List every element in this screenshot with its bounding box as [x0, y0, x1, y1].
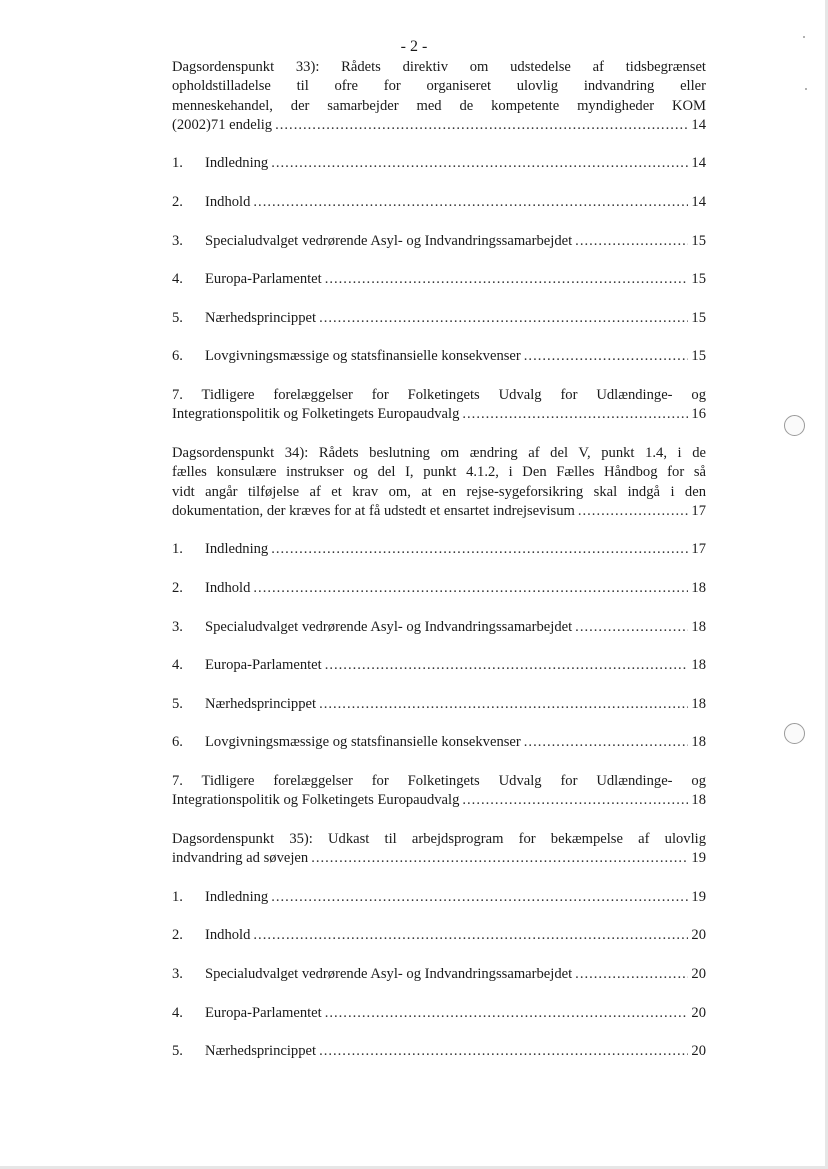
item-title: Nærhedsprincippet [205, 309, 317, 326]
page-ref: 16 [691, 406, 706, 423]
item-number: 3. [172, 965, 183, 982]
item-number: 4. [172, 1004, 183, 1021]
dot-leader [462, 791, 688, 810]
page-ref: 18 [691, 657, 706, 674]
page-ref: 14 [691, 116, 706, 133]
section-heading [172, 444, 706, 521]
section-heading [172, 830, 706, 869]
toc-item [172, 309, 706, 328]
dot-leader [462, 405, 688, 424]
toc-item [172, 695, 706, 714]
dot-leader [325, 270, 689, 289]
toc-item [172, 193, 706, 212]
dot-leader [325, 656, 689, 675]
toc-item-wrapped [172, 386, 706, 425]
item-number: 1. [172, 888, 183, 905]
item-title: Indhold [205, 580, 251, 597]
item-number: 2. [172, 927, 183, 944]
toc-item [172, 154, 706, 173]
item-number: 5. [172, 1043, 183, 1060]
page-ref: 15 [691, 271, 706, 288]
page-ref: 20 [691, 965, 706, 982]
item-title: Europa-Parlamentet [205, 657, 322, 674]
toc-section-33 [172, 58, 706, 425]
dot-leader [575, 618, 688, 637]
item-last-line [172, 791, 706, 810]
item-title: Indhold [205, 927, 251, 944]
dot-leader [253, 579, 688, 598]
item-title: Nærhedsprincippet [205, 695, 317, 712]
item-number: 6. [172, 734, 183, 751]
item-title: Nærhedsprincippet [205, 1043, 317, 1060]
page-ref: 18 [691, 580, 706, 597]
heading-line: fælles konsulære instrukser og del I, punkt 4.1.2, i Den Fælles Håndbog for så [172, 464, 706, 481]
page-number: - 2 - [400, 38, 428, 55]
dot-leader [271, 154, 688, 173]
item-title: Europa-Parlamentet [205, 271, 322, 288]
item-title: Specialudvalget vedrørende Asyl- og Indvandringssamarbejdet [205, 232, 573, 249]
page-ref: 18 [691, 695, 706, 712]
toc-section-35 [172, 830, 706, 1062]
toc-item [172, 579, 706, 598]
item-number: 1. [172, 541, 183, 558]
dot-leader [325, 1004, 689, 1023]
dot-leader [275, 116, 688, 135]
dot-leader [524, 347, 689, 366]
punch-hole [784, 415, 805, 436]
item-number: 5. [172, 695, 183, 712]
item-number: 2. [172, 194, 183, 211]
page-ref: 20 [691, 1004, 706, 1021]
page-ref: 15 [691, 232, 706, 249]
item-title: Indledning [205, 888, 269, 905]
item-title: Integrationspolitik og Folketingets Europaudvalg [172, 406, 460, 423]
dot-leader [319, 309, 688, 328]
page-ref: 14 [691, 194, 706, 211]
scan-speck [803, 36, 805, 38]
page-ref: 17 [691, 541, 706, 558]
item-title: Lovgivningsmæssige og statsfinansielle konsekvenser [205, 734, 521, 751]
dot-leader [271, 540, 688, 559]
item-number: 2. [172, 580, 183, 597]
toc-item [172, 618, 706, 637]
item-number: 3. [172, 618, 183, 635]
heading-last-line [172, 116, 706, 135]
page-ref: 19 [691, 850, 706, 867]
toc-item [172, 733, 706, 752]
dot-leader [575, 232, 688, 251]
section-heading [172, 58, 706, 135]
item-title: Indledning [205, 541, 269, 558]
item-number: 6. [172, 348, 183, 365]
item-title: Lovgivningsmæssige og statsfinansielle konsekvenser [205, 348, 521, 365]
dot-leader [319, 1042, 688, 1061]
heading-line: Dagsordenspunkt 34): Rådets beslutning om ændring af del V, punkt 1.4, i de [172, 444, 706, 461]
item-number: 1. [172, 155, 183, 172]
dot-leader [578, 502, 689, 521]
toc-item [172, 926, 706, 945]
heading-line: opholdstilladelse til ofre for organiseret ulovlig indvandring eller [172, 78, 706, 95]
item-title: Specialudvalget vedrørende Asyl- og Indvandringssamarbejdet [205, 965, 573, 982]
heading-text: dokumentation, der kræves for at få udstedt et ensartet indrejsevisum [172, 502, 575, 519]
heading-text: indvandring ad søvejen [172, 850, 309, 867]
punch-hole [784, 723, 805, 744]
toc-section-34 [172, 444, 706, 811]
item-number: 3. [172, 232, 183, 249]
item-title: Indledning [205, 155, 269, 172]
toc-item [172, 232, 706, 251]
dot-leader [253, 926, 688, 945]
page-ref: 15 [691, 348, 706, 365]
page-ref: 20 [691, 927, 706, 944]
toc-item-wrapped [172, 772, 706, 811]
item-last-line [172, 405, 706, 424]
item-title-line: 7. Tidligere forelæggelser for Folketingets Udvalg for Udlændinge- og [172, 772, 706, 789]
page-ref: 17 [691, 502, 706, 519]
item-number: 5. [172, 309, 183, 326]
dot-leader [311, 849, 688, 868]
item-number: 4. [172, 271, 183, 288]
page-ref: 20 [691, 1043, 706, 1060]
item-number: 4. [172, 657, 183, 674]
dot-leader [524, 733, 689, 752]
toc-item [172, 1004, 706, 1023]
scan-speck [805, 88, 807, 90]
toc-item [172, 1042, 706, 1061]
page-ref: 14 [691, 155, 706, 172]
page-ref: 18 [691, 618, 706, 635]
page-ref: 19 [691, 888, 706, 905]
toc-item [172, 965, 706, 984]
dot-leader [319, 695, 688, 714]
toc-item [172, 656, 706, 675]
toc-item [172, 888, 706, 907]
heading-line: Dagsordenspunkt 33): Rådets direktiv om udstedelse af tidsbegrænset [172, 59, 706, 75]
table-of-contents [172, 58, 706, 1061]
item-title: Indhold [205, 194, 251, 211]
heading-line: menneskehandel, der samarbejder med de kompetente myndigheder KOM [172, 97, 706, 114]
dot-leader [575, 965, 688, 984]
heading-text: (2002)71 endelig [172, 116, 273, 133]
toc-item [172, 540, 706, 559]
page-ref: 18 [691, 792, 706, 809]
heading-line: Dagsordenspunkt 35): Udkast til arbejdsprogram for bekæmpelse af ulovlig [172, 830, 706, 847]
item-title: Specialudvalget vedrørende Asyl- og Indvandringssamarbejdet [205, 618, 573, 635]
item-title-line: 7. Tidligere forelæggelser for Folketingets Udvalg for Udlændinge- og [172, 387, 706, 404]
toc-item [172, 270, 706, 289]
heading-last-line [172, 849, 706, 868]
item-title: Integrationspolitik og Folketingets Europaudvalg [172, 792, 460, 809]
heading-last-line [172, 502, 706, 521]
heading-line: vidt angår tilføjelse af et krav om, at en rejse-sygeforsikring skal indgå i den [172, 483, 706, 500]
toc-item [172, 347, 706, 366]
page-ref: 15 [691, 309, 706, 326]
item-title: Europa-Parlamentet [205, 1004, 322, 1021]
dot-leader [271, 888, 688, 907]
dot-leader [253, 193, 688, 212]
page-ref: 18 [691, 734, 706, 751]
